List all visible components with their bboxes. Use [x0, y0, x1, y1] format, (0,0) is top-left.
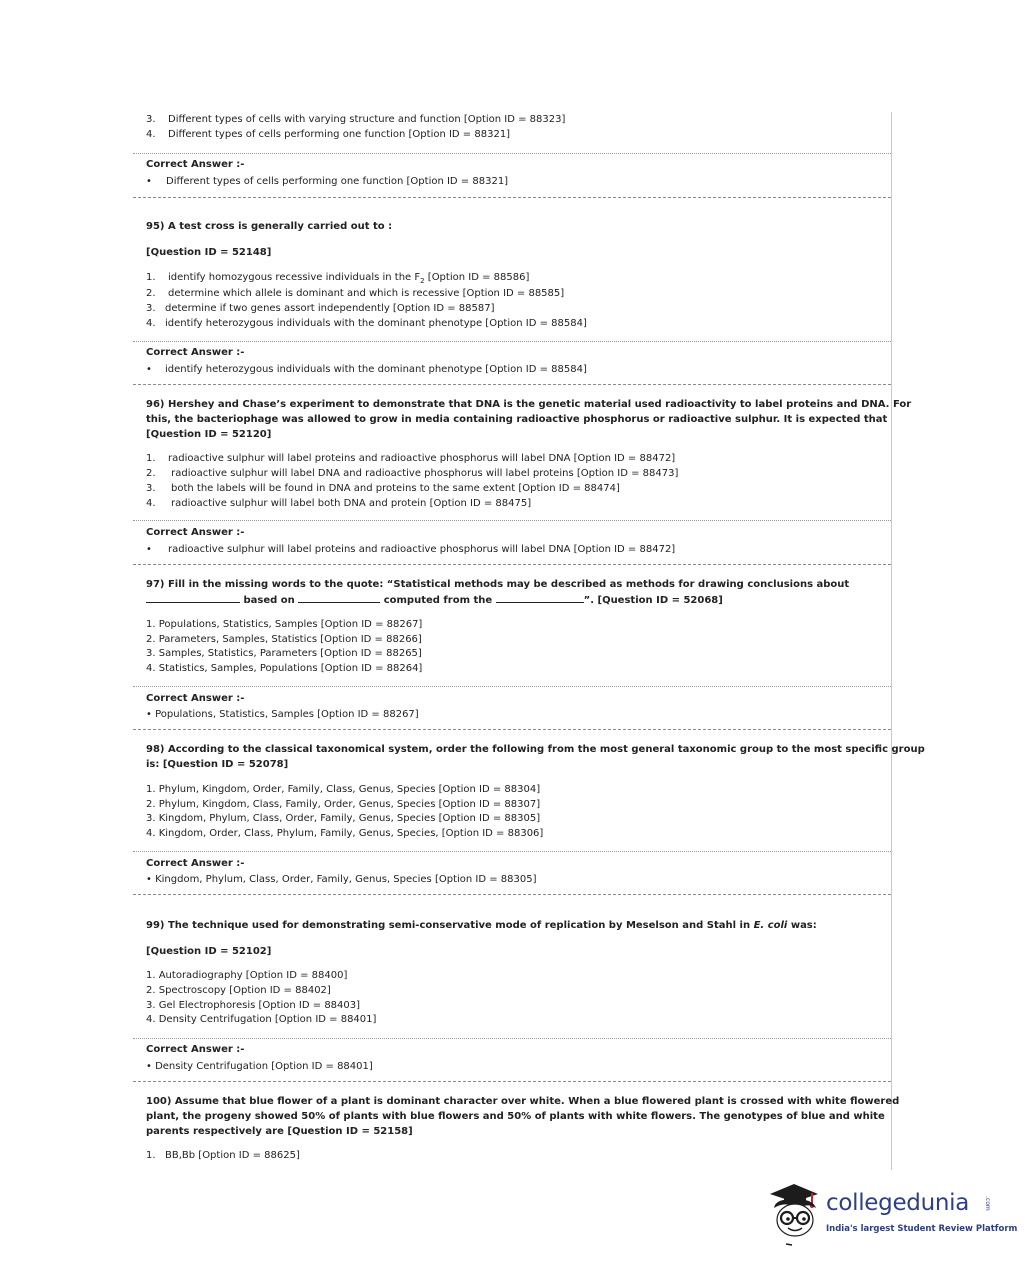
question-98-line2: is: [Question ID = 52078]	[146, 759, 289, 770]
q96-option-2: 2. radioactive sulphur will label DNA and radioactive phosphorus will label proteins [Option ID = 88473]	[146, 468, 679, 479]
divider	[133, 153, 891, 154]
logo-wordmark: collegedunia	[826, 1190, 970, 1216]
question-100-line1: 100) Assume that blue flower of a plant is dominant character over white. When a blue flowered plant is crossed with white flowered	[146, 1096, 900, 1107]
divider	[133, 520, 891, 521]
q98-option-2: 2. Phylum, Kingdom, Class, Family, Order, Genus, Species [Option ID = 88307]	[146, 799, 541, 810]
mascot-icon	[764, 1178, 824, 1246]
q98-option-3: 3. Kingdom, Phylum, Class, Order, Family, Genus, Species [Option ID = 88305]	[146, 813, 541, 824]
collegedunia-logo	[764, 1178, 1018, 1246]
q97-correct-answer: • Populations, Statistics, Samples [Option ID = 88267]	[146, 709, 419, 720]
q97-correct-label: Correct Answer :-	[146, 693, 245, 704]
divider	[133, 686, 891, 687]
question-97-line1: 97) Fill in the missing words to the quote: “Statistical methods may be described as methods for drawing conclusions about	[146, 579, 850, 590]
q99-option-4: 4. Density Centrifugation [Option ID = 88401]	[146, 1014, 377, 1025]
logo-tagline: India's largest Student Review Platform	[826, 1224, 1018, 1234]
q95-option-4: 4. identify heterozygous individuals with the dominant phenotype [Option ID = 88584]	[146, 318, 587, 329]
q98-option-1: 1. Phylum, Kingdom, Order, Family, Class, Genus, Species [Option ID = 88304]	[146, 784, 541, 795]
q96-correct-label: Correct Answer :-	[146, 527, 245, 538]
divider	[133, 1038, 891, 1039]
correct-answer-label: Correct Answer :-	[146, 159, 245, 170]
option-4: 4. Different types of cells performing one function [Option ID = 88321]	[146, 129, 511, 140]
q99-option-3: 3. Gel Electrophoresis [Option ID = 88403]	[146, 1000, 361, 1011]
question-98-line1: 98) According to the classical taxonomical system, order the following from the most general taxonomic group to the most specific group	[146, 744, 925, 755]
question-97-line2: based on computed from the ”. [Question ID = 52068]	[146, 593, 723, 609]
exam-page	[133, 112, 925, 1170]
q100-option-1: 1. BB,Bb [Option ID = 88625]	[146, 1150, 300, 1161]
question-96-id: [Question ID = 52120]	[146, 429, 272, 440]
question-96-line2: this, the bacteriophage was allowed to grow in media containing radioactive phosphorus or radioactive sulphur. It is expected that	[146, 414, 888, 425]
q97-option-4: 4. Statistics, Samples, Populations [Option ID = 88264]	[146, 663, 423, 674]
question-divider	[133, 564, 891, 565]
q96-option-4: 4. radioactive sulphur will label both DNA and protein [Option ID = 88475]	[146, 498, 532, 509]
question-100-line2: plant, the progeny showed 50% of plants with blue flowers and 50% of plants with white flowers. The genotypes of blue and white	[146, 1111, 885, 1122]
question-divider	[133, 384, 891, 385]
q97-option-3: 3. Samples, Statistics, Parameters [Option ID = 88265]	[146, 648, 422, 659]
q97-option-2: 2. Parameters, Samples, Statistics [Option ID = 88266]	[146, 634, 422, 645]
q99-correct-answer: • Density Centrifugation [Option ID = 88401]	[146, 1061, 373, 1072]
blank-3	[496, 593, 584, 603]
q98-correct-answer: • Kingdom, Phylum, Class, Order, Family, Genus, Species [Option ID = 88305]	[146, 874, 537, 885]
blank-1	[146, 593, 240, 603]
blank-2	[298, 593, 380, 603]
q95-correct-label: Correct Answer :-	[146, 347, 245, 358]
q98-option-4: 4. Kingdom, Order, Class, Phylum, Family, Genus, Species, [Option ID = 88306]	[146, 828, 544, 839]
q95-option-2: 2. determine which allele is dominant and which is recessive [Option ID = 88585]	[146, 288, 565, 299]
divider	[133, 341, 891, 342]
question-100-line3: parents respectively are [Question ID = 52158]	[146, 1126, 413, 1137]
q96-option-1: 1. radioactive sulphur will label proteins and radioactive phosphorus will label DNA [Option ID = 88472]	[146, 453, 676, 464]
divider	[133, 851, 891, 852]
question-95: 95) A test cross is generally carried out to :	[146, 221, 393, 232]
q95-correct-answer: • identify heterozygous individuals with the dominant phenotype [Option ID = 88584]	[146, 364, 587, 375]
question-divider	[133, 197, 891, 198]
question-99: 99) The technique used for demonstrating semi-conservative mode of replication by Meselson and Stahl in E. coli was:	[146, 920, 817, 931]
logo-domain: .com	[984, 1196, 991, 1211]
q96-option-3: 3. both the labels will be found in DNA and proteins to the same extent [Option ID = 88474]	[146, 483, 620, 494]
option-3: 3. Different types of cells with varying structure and function [Option ID = 88323]	[146, 114, 566, 125]
q99-option-2: 2. Spectroscopy [Option ID = 88402]	[146, 985, 331, 996]
question-96-line1: 96) Hershey and Chase’s experiment to demonstrate that DNA is the genetic material used radioactivity to label proteins and DNA. For	[146, 399, 912, 410]
q99-option-1: 1. Autoradiography [Option ID = 88400]	[146, 970, 348, 981]
correct-answer: • Different types of cells performing one function [Option ID = 88321]	[146, 176, 509, 187]
q98-correct-label: Correct Answer :-	[146, 858, 245, 869]
q95-option-1: 1. identify homozygous recessive individuals in the $F_2$ [Option ID = 88586]	[146, 272, 530, 285]
question-divider	[133, 1081, 891, 1082]
question-95-id: [Question ID = 52148]	[146, 247, 272, 258]
question-divider	[133, 894, 891, 895]
q97-option-1: 1. Populations, Statistics, Samples [Option ID = 88267]	[146, 619, 423, 630]
question-divider	[133, 729, 891, 730]
question-99-id: [Question ID = 52102]	[146, 946, 272, 957]
q99-correct-label: Correct Answer :-	[146, 1044, 245, 1055]
q95-option-3: 3. determine if two genes assort independently [Option ID = 88587]	[146, 303, 495, 314]
q96-correct-answer: • radioactive sulphur will label proteins and radioactive phosphorus will label DNA [Option ID = 88472]	[146, 544, 676, 555]
